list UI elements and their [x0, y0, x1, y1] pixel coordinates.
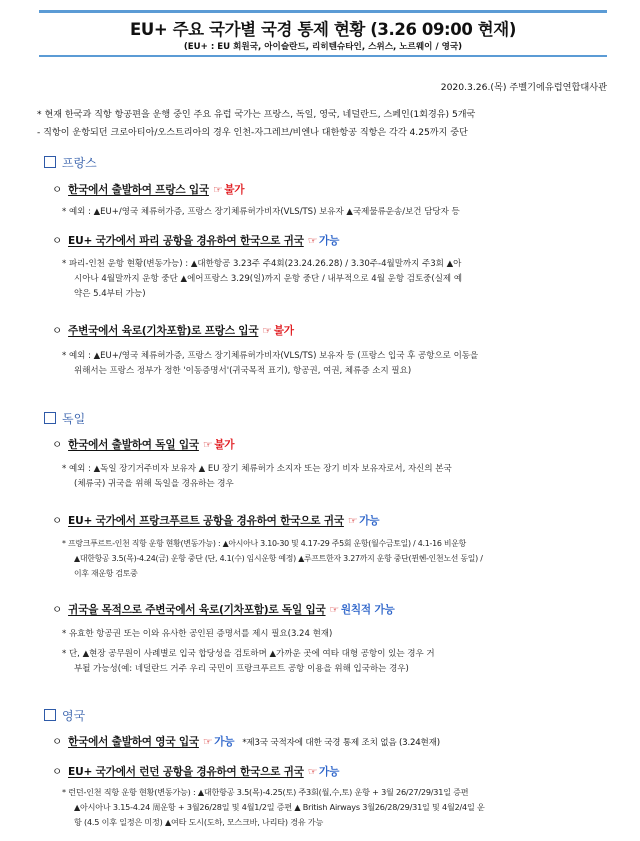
circle-bullet-icon: ㅇ — [52, 325, 63, 337]
circle-bullet-icon: ㅇ — [52, 736, 63, 748]
note-line: * 현재 한국과 직항 항공편을 운행 중인 주요 유럽 국가는 프랑스, 독일, 영국, 네덜란드, 스페인(1회경유) 5개국 — [37, 110, 476, 120]
status-badge: 불가 — [273, 325, 294, 337]
pointing-hand-icon: ☞ — [307, 766, 318, 778]
status-badge: 가능 — [359, 515, 380, 527]
section-heading-germany — [44, 410, 85, 427]
section-heading-france — [44, 154, 97, 171]
detail-line: * 프랑크푸르트-인천 직항 운항 현황(변동가능) : ▲아시아나 3.10-30 및 4.17-29 주5회 운항(월수금토일) / 4.1-16 비운항 — [62, 539, 467, 548]
detail-line: * 예외 : ▲독일 장기거주비자 보유자 ▲ EU 장기 체류허가 소지자 또는 장기 비자 보유자로서, 자신의 본국 — [62, 464, 452, 474]
circle-bullet-icon: ㅇ — [52, 604, 63, 616]
detail-line: * 단, ▲현장 공무원이 사례별로 입국 합당성을 검토하며 ▲가까운 곳에 여타 대형 공항이 있는 경우 거 — [62, 649, 435, 659]
note-line: - 직항이 운항되던 크로아티아/오스트리아의 경우 인천-자그레브/비엔나 대한항공 직항은 각각 4.25까지 중단 — [37, 128, 468, 138]
status-item — [52, 323, 294, 338]
item-detail — [62, 647, 610, 677]
status-item — [52, 513, 379, 528]
checkbox-square-icon — [44, 709, 56, 721]
item-text: EU+ 국가에서 파리 공항을 경유하여 한국으로 귀국 — [68, 235, 304, 247]
item-detail — [62, 462, 610, 492]
pointing-hand-icon: ☞ — [202, 439, 213, 451]
status-badge: 원칙적 가능 — [340, 604, 395, 616]
pointing-hand-icon: ☞ — [212, 184, 223, 196]
section-label: 독일 — [62, 412, 86, 426]
item-detail — [62, 627, 610, 642]
status-item — [52, 602, 395, 617]
detail-line: * 유효한 항공권 또는 이와 유사한 공인된 증명서를 제시 필요(3.24 현재) — [62, 629, 333, 639]
detail-line: * 런던-인천 직항 운항 현황(변동가능) : ▲대한항공 3.5(목)-4.25(토) 주3회(월,수,토) 운항 + 3월 26/27/29/31일 증편 — [62, 787, 469, 797]
pointing-hand-icon: ☞ — [202, 736, 213, 748]
status-item — [52, 182, 244, 197]
section-label: 프랑스 — [62, 156, 97, 170]
item-detail — [62, 205, 610, 220]
section-label: 영국 — [62, 709, 86, 723]
status-badge: 불가 — [214, 439, 235, 451]
status-badge: 가능 — [319, 235, 340, 247]
circle-bullet-icon: ㅇ — [52, 439, 63, 451]
item-text: EU+ 국가에서 런던 공항을 경유하여 한국으로 귀국 — [68, 766, 304, 778]
detail-line: ▲대한항공 3.5(목)-4.24(금) 운항 중단 (단, 4.1(수) 임시운항 예정) ▲루프트한자 3.27까지 운항 중단(뮌헨-인천노선 동일) / — [74, 554, 483, 563]
pointing-hand-icon: ☞ — [329, 604, 339, 616]
detail-line: 부될 가능성(예: 네덜란드 거주 우리 국민이 프랑크푸르트 공항 이용을 위해 입국하는 경우) — [74, 664, 409, 674]
circle-bullet-icon: ㅇ — [52, 766, 63, 778]
circle-bullet-icon: ㅇ — [52, 235, 63, 247]
item-detail — [62, 785, 610, 830]
item-detail — [62, 536, 610, 581]
detail-line: 위해서는 프랑스 정부가 정한 '이동증명서'(귀국목적 표기), 항공권, 여권, 체류증 소지 필요) — [74, 366, 412, 376]
detail-line: (체류국) 귀국을 위해 독일을 경유하는 경우 — [74, 479, 234, 489]
detail-line: 약은 5.4부터 가능) — [74, 289, 146, 299]
item-detail — [62, 257, 610, 302]
page-subtitle: (EU+ : EU 회원국, 아이슬란드, 리히텐슈타인, 스위스, 노르웨이 / 영국) — [183, 42, 463, 52]
detail-line: * 예외 : ▲EU+/영국 체류허가증, 프랑스 장기체류허가비자(VLS/TS) 보유자 등 (프랑스 입국 후 공항으로 이동을 — [62, 351, 479, 361]
checkbox-square-icon — [44, 412, 56, 424]
item-text: 주변국에서 육로(기차포함)로 프랑스 입국 — [68, 325, 259, 337]
detail-line: * 파리-인천 운항 현황(변동가능) : ▲대한항공 3.23주 주4회(23.24.26.28) / 3.30주-4월말까지 주3회 ▲아 — [62, 259, 462, 269]
status-item — [52, 437, 234, 452]
item-text: 귀국을 목적으로 주변국에서 육로(기차포함)로 독일 입국 — [68, 604, 326, 616]
detail-line: 시아나 4월말까지 운항 중단 ▲에어프랑스 3.29(일)까지 운항 중단 / 내부적으로 4월 운항 검토중(실제 예 — [74, 274, 463, 284]
circle-bullet-icon: ㅇ — [52, 184, 63, 196]
detail-line: 이후 재운항 검토중 — [74, 569, 138, 578]
header-top-rule — [39, 10, 607, 13]
status-badge: 가능 — [214, 736, 235, 748]
section-heading-uk — [44, 707, 85, 724]
pointing-hand-icon: ☞ — [262, 325, 272, 337]
status-item — [52, 233, 339, 248]
status-badge: 가능 — [319, 766, 340, 778]
status-badge: 불가 — [224, 184, 245, 196]
checkbox-square-icon — [44, 156, 56, 168]
item-text: 한국에서 출발하여 프랑스 입국 — [68, 184, 209, 196]
status-item — [52, 764, 339, 779]
circle-bullet-icon: ㅇ — [52, 515, 63, 527]
detail-line: ▲아시아나 3.15-4.24 周운항 + 3월26/28일 및 4월1/2일 증편 ▲ British Airways 3월26/28/29/31일 및 4월2/4일 운 — [74, 802, 485, 812]
status-item — [52, 734, 440, 749]
item-detail — [62, 349, 610, 379]
item-text: 한국에서 출발하여 독일 입국 — [68, 439, 199, 451]
pointing-hand-icon: ☞ — [347, 515, 358, 527]
detail-line: * 예외 : ▲EU+/영국 체류허가증, 프랑스 장기체류허가비자(VLS/TS) 보유자 ▲국제물류운송/보건 담당자 등 — [62, 207, 460, 217]
detail-line: 항 (4.5 이후 일정은 미정) ▲여타 도시(도하, 모스크바, 나리타) 경유 가능 — [74, 817, 324, 827]
item-text: EU+ 국가에서 프랑크푸르트 공항을 경유하여 한국으로 귀국 — [68, 515, 344, 527]
item-note: *제3국 국적자에 대한 국경 통제 조치 없음 (3.24현재) — [242, 738, 440, 748]
pointing-hand-icon: ☞ — [307, 235, 318, 247]
date-line: 2020.3.26.(목) 주벨기에유럽연합대사관 — [440, 82, 607, 93]
header-bottom-rule — [39, 55, 607, 57]
page-title: EU+ 주요 국가별 국경 통제 현황 (3.26 09:00 현재) — [130, 20, 516, 39]
item-text: 한국에서 출발하여 영국 입국 — [68, 736, 199, 748]
